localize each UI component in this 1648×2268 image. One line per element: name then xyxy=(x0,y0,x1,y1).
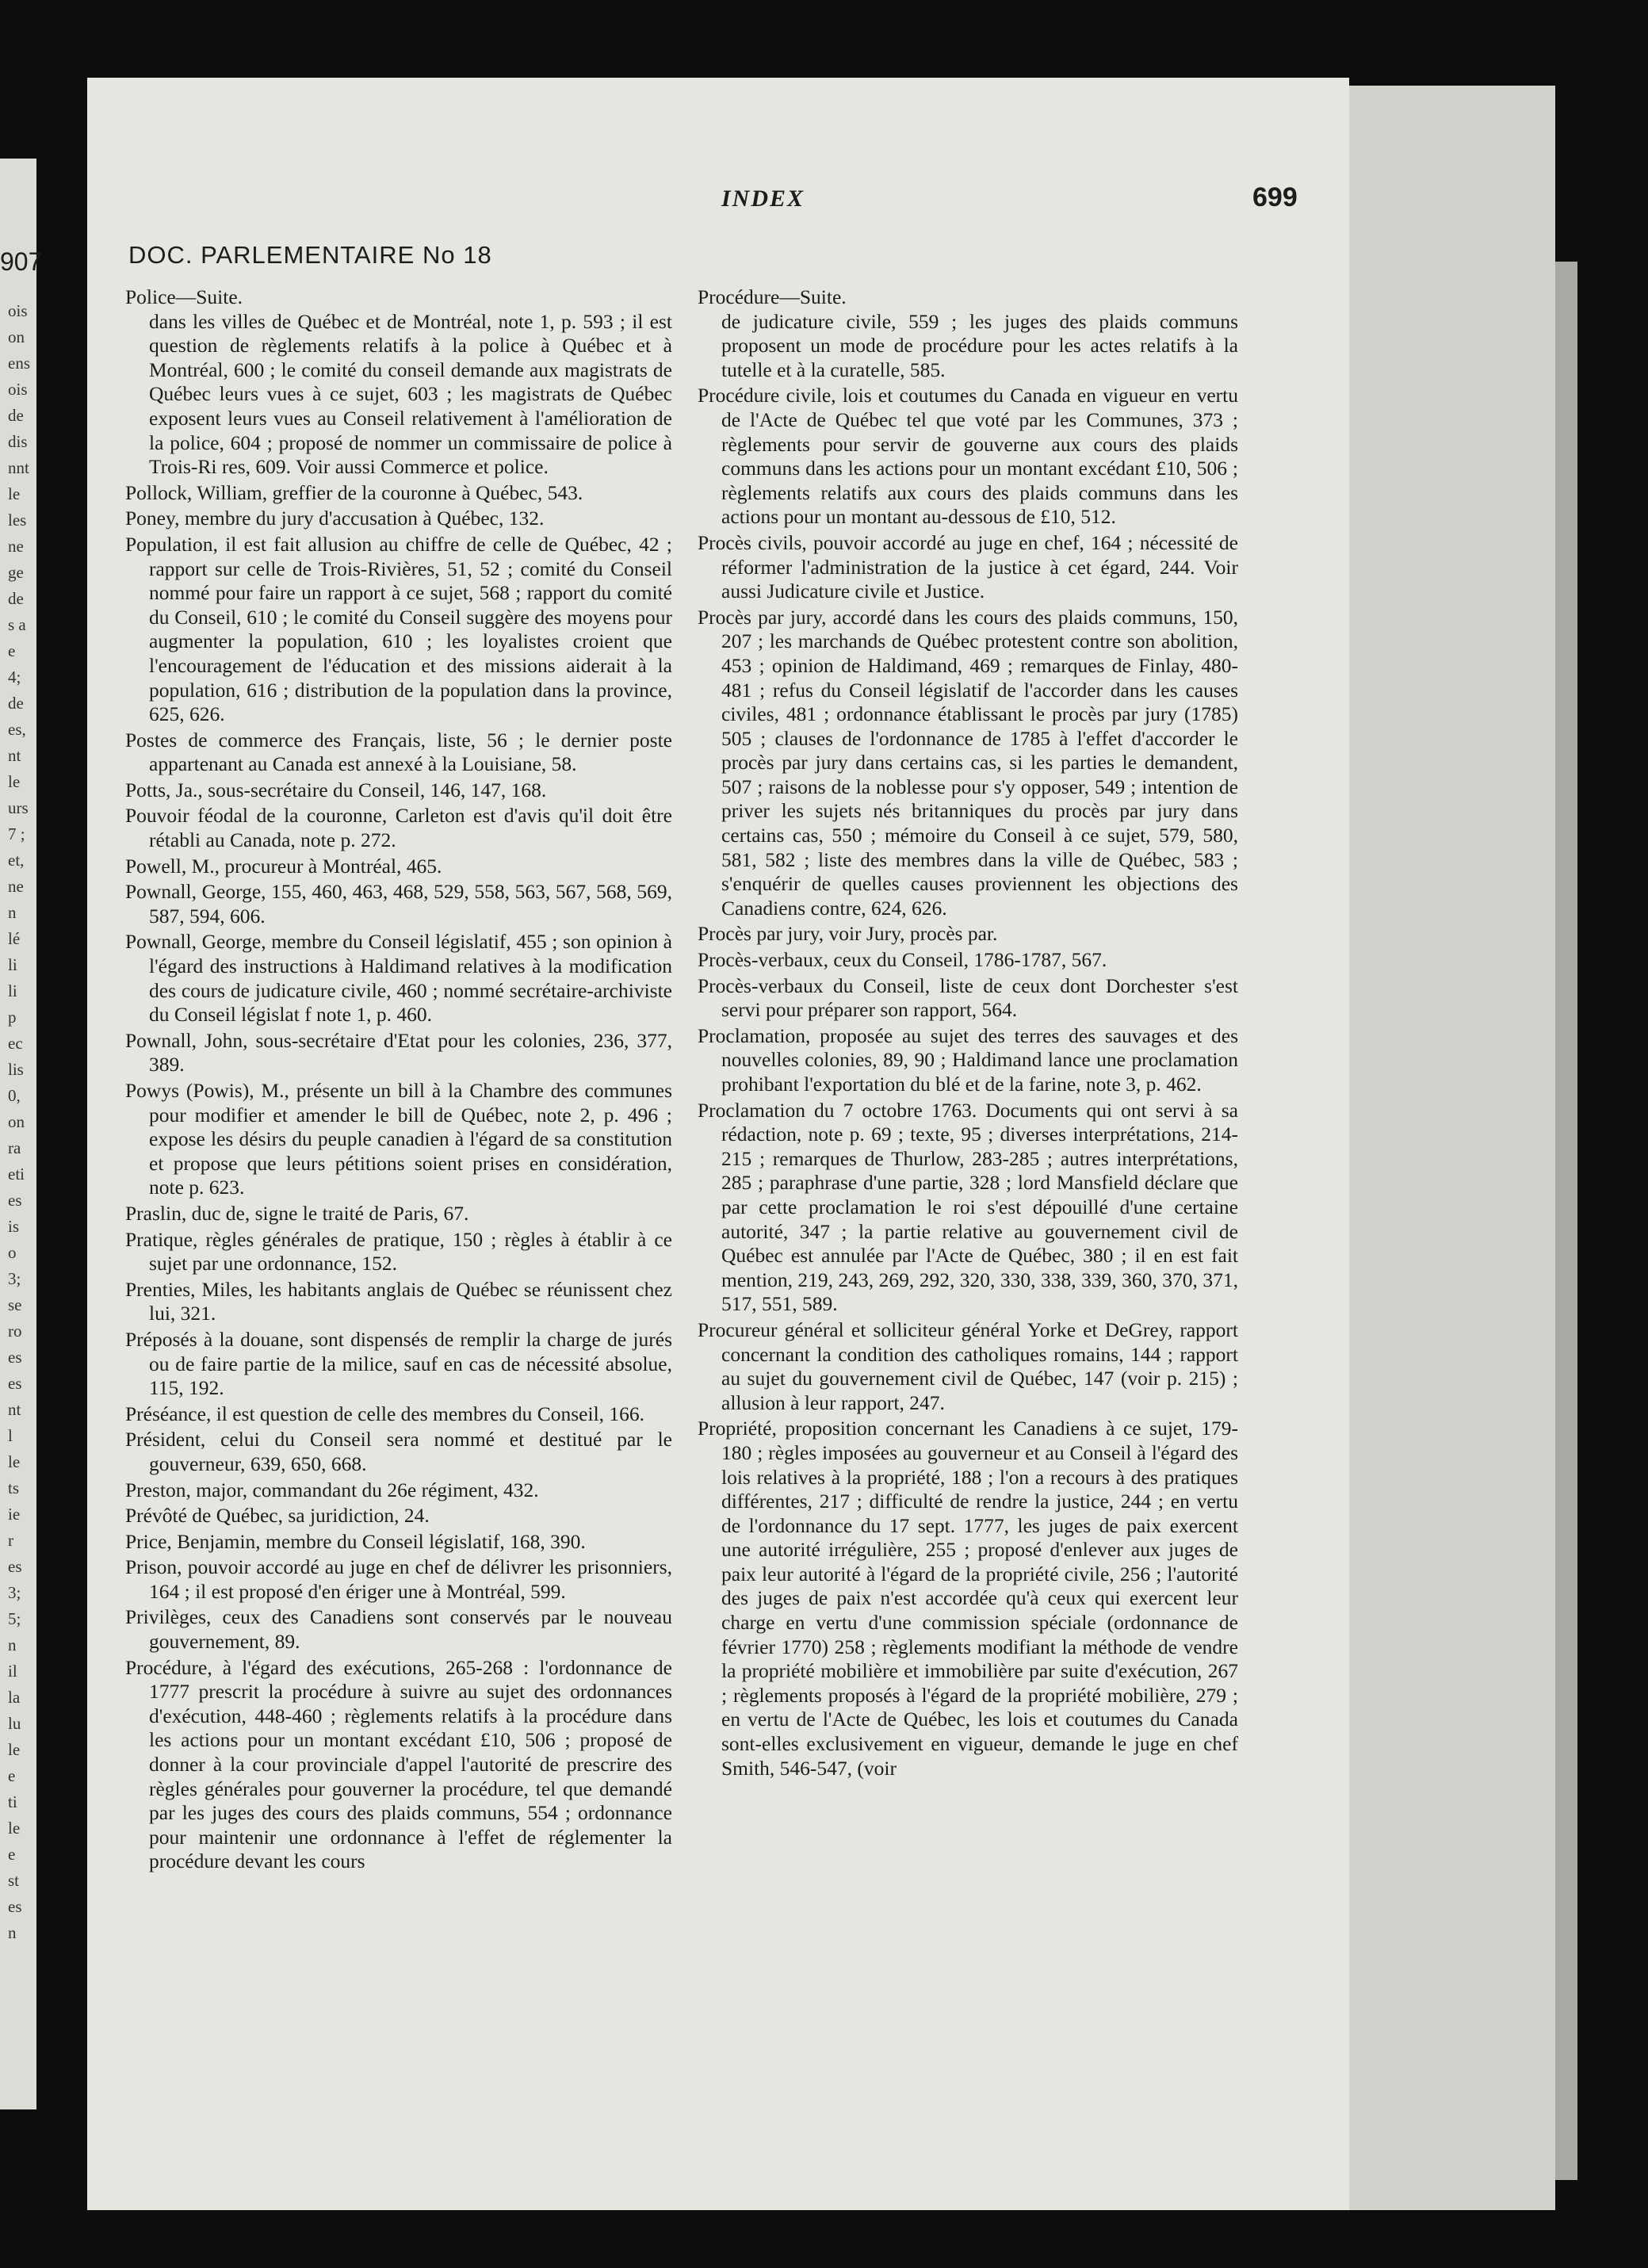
entry-text: Procès par jury, accordé dans les cours des plaids communs, 150, 207 ; les marchands de Québec protestent contre son abolition, 453 ; opinion de Haldimand, 469 ; remarques de Finlay, 480-481 ; refus du Conseil législatif de l'accorder dans les causes civiles, 481 ; ordonnance établissant le procès par jury (1785) 505 ; clauses de l'ordonnance de 1785 à l'effet d'accorder le procès par jury dans certains cas, si les parties le demandent, 507 ; raisons de la noblesse pour s'y opposer, 549 ; intention de priver les sujets nés britanniques du procès par jury dans certains cas, 550 ; mémoire du Conseil à ce sujet, 579, 580, 581, 582 ; liste des membres dans la ville de Québec, 583 ; s'enquérir de quelles causes proviennent les objections des Canadiens contre, 624, 626. xyxy=(698,605,1238,920)
index-page xyxy=(87,78,1349,2210)
entry-text: Pownall, George, 155, 460, 463, 468, 529, 558, 563, 567, 568, 569, 587, 594, 606. xyxy=(125,880,672,927)
index-entry xyxy=(125,1478,672,1503)
previous-page-fragment: les xyxy=(8,511,27,530)
entry-text: Price, Benjamin, membre du Conseil législatif, 168, 390. xyxy=(125,1529,586,1553)
entry-text: Pratique, règles générales de pratique, 150 ; règles à établir à ce sujet par une ordonnance, 152. xyxy=(125,1227,672,1276)
previous-page-fragment: 0, xyxy=(8,1086,21,1105)
page-number: 699 xyxy=(1252,182,1298,212)
previous-page-fragment: ro xyxy=(8,1321,22,1341)
entry-heading: Procédure—Suite. xyxy=(698,285,847,308)
entry-text: Privilèges, ceux des Canadiens sont conservés par le nouveau gouvernement, 89. xyxy=(125,1605,672,1654)
entry-text: Powell, M., procureur à Montréal, 465. xyxy=(125,854,442,878)
index-entry xyxy=(125,729,672,777)
entry-text: Population, il est fait allusion au chiffre de celle de Québec, 42 ; rapport sur celle de Trois-Rivières, 51, 52 ; comité du Conseil nommé pour faire un rapport à ce sujet, 568 ; rapport du comité du Conseil, 610 ; le comité du Conseil suggère des moyens pour augmenter la population, 610 ; les loyalistes croient que l'encouragement de l'éducation et des missions aiderait à la population, 616 ; distribution de la population dans la province, 625, 626. xyxy=(125,532,672,726)
previous-page-fragment: s a xyxy=(8,615,26,634)
previous-page-fragment: st xyxy=(8,1871,20,1890)
index-entry xyxy=(698,974,1238,1023)
index-entry xyxy=(125,1656,672,1874)
entry-text: Procès-verbaux du Conseil, liste de ceux dont Dorchester s'est servi pour préparer son rapport, 564. xyxy=(698,973,1238,1022)
previous-page-fragment: es xyxy=(8,1191,22,1210)
index-entry xyxy=(125,804,672,852)
previous-page-fragment: l xyxy=(8,1426,13,1445)
index-entry xyxy=(125,1530,672,1555)
index-entry xyxy=(698,606,1238,921)
previous-page-fragment: li xyxy=(8,981,17,1000)
entry-text: Prévôté de Québec, sa juridiction, 24. xyxy=(125,1504,430,1528)
index-entry xyxy=(125,930,672,1027)
entry-text: Pouvoir féodal de la couronne, Carleton est d'avis qu'il doit être rétabli au Canada, note p. 272. xyxy=(125,804,672,852)
previous-page-fragment: ra xyxy=(8,1138,21,1157)
previous-page-fragment: e xyxy=(8,1845,16,1864)
entry-text: Pownall, George, membre du Conseil législatif, 455 ; son opinion à l'égard des instructions à Haldimand relatives à la modification des cours de judicature civile, 460 ; nommé secrétaire-archiviste du Conseil législat f note 1, p. 460. xyxy=(125,930,672,1027)
previous-page-fragment: il xyxy=(8,1662,17,1681)
index-entry xyxy=(698,948,1238,973)
entry-text: Proclamation, proposée au sujet des terres des sauvages et des nouvelles colonies, 89, 90 ; Haldimand lance une proclamation prohibant l'exportation du blé et de la farine, note 3, p. 462. xyxy=(698,1023,1238,1096)
previous-page-fragment: ie xyxy=(8,1505,21,1524)
entry-text: Praslin, duc de, signe le traité de Paris, 67. xyxy=(125,1201,469,1225)
previous-page-fragment: is xyxy=(8,1217,20,1236)
previous-page-fragment: p xyxy=(8,1008,17,1027)
page-edge xyxy=(1349,86,1555,2210)
entry-text: Préposés à la douane, sont dispensés de remplir la charge de jurés ou de faire partie de la milice, sauf en cas de nécessité absolue, 115, 192. xyxy=(125,1327,672,1400)
entry-text: Procédure civile, lois et coutumes du Canada en vigueur en vertu de l'Acte de Québec tel que voté par les Communes, 373 ; règlements pour servir de gouverne aux cours des plaids communs dans les actions pour un montant excédant £10, 506 ; règlements relatifs aux cours des plaids communs dans les actions pour un montant au-dessous de £10, 512. xyxy=(698,384,1238,529)
previous-page-fragment: es xyxy=(8,1557,22,1576)
index-entry xyxy=(125,1202,672,1226)
index-entry xyxy=(698,1417,1238,1780)
index-entry xyxy=(698,285,1238,382)
previous-page-fragment: nnt xyxy=(8,458,29,477)
entry-text: dans les villes de Québec et de Montréal, note 1, p. 593 ; il est question de règlements relatifs à la police à Québec et à Montréal, 600 ; le comité du conseil demande aux magistrats de Québec leurs vues à ce sujet, 603 ; les magistrats de Québec exposent leurs vues au Conseil relativement à l'amélioration de la police, 604 ; proposé de nommer un commissaire de police à Trois-Ri res, 609. Voir aussi Commerce et police. xyxy=(149,309,672,479)
index-entry xyxy=(125,533,672,727)
entry-text: Procédure, à l'égard des exécutions, 265-268 : l'ordonnance de 1777 prescrit la procédure à suivre au sujet des ordonnances d'exécution, 448-460 ; règlements relatifs à la procédure dans les actions pour un montant excédant £10, 506 ; proposé de donner à la cour provinciale d'appel l'autorité de prescrire des règles générales pour gouverner la procédure, tel que demandé par les juges des cours des plaids communs, 554 ; ordonnance pour maintenir une ordonnance à l'effet de réglementer la procédure devant les cours xyxy=(125,1655,672,1873)
index-entry xyxy=(698,531,1238,604)
entry-text: Postes de commerce des Français, liste, 56 ; le dernier poste appartenant au Canada est annexé à la Louisiane, 58. xyxy=(125,728,672,776)
index-entry xyxy=(125,1079,672,1200)
previous-page-fragment: n xyxy=(8,1923,17,1942)
previous-page-fragment: 3; xyxy=(8,1583,21,1602)
previous-page-number: 907 xyxy=(0,247,43,276)
entry-text: Prenties, Miles, les habitants anglais de Québec se réunissent chez lui, 321. xyxy=(125,1277,672,1325)
index-entry xyxy=(125,481,672,506)
previous-page-fragment: eti xyxy=(8,1165,25,1184)
previous-page-fragment: es, xyxy=(8,720,26,739)
index-entry xyxy=(125,507,672,531)
previous-page-fragment: ne xyxy=(8,537,24,556)
previous-page-edge xyxy=(0,159,43,2109)
entry-heading: Police—Suite. xyxy=(125,285,243,308)
entry-text: Procureur général et solliciteur général Yorke et DeGrey, rapport concernant la condition des catholiques romains, 144 ; rapport au sujet du gouvernement civil de Québec, 147 (voir p. 215) ; allusion à leur rapport, 247. xyxy=(698,1318,1238,1414)
previous-page-fragment: de xyxy=(8,406,24,425)
running-title: INDEX xyxy=(721,185,805,212)
entry-text: Propriété, proposition concernant les Canadiens à ce sujet, 179-180 ; règles imposées au gouverneur et au Conseil à l'égard des lois relatives à la propriété, 188 ; l'on a recours à des pratiques différentes, 217 ; difficulté de rendre la justice, 244 ; en vertu de l'ordonnance du 17 sept. 1777, les juges de paix exercent une autorité irrégulière, 255 ; proposé d'enlever aux juges de paix leur autorité à l'égard de la propriété civile, 256 ; l'autorité des juges de paix n'est accordée qu'à ceux qui exercent leur charge en vertu d'une commission spéciale (ordonnance de février 1770) 258 ; règlements modifiant la méthode de vendre la propriété mobilière et immobilière par suite d'exécution, 267 ; règlements proposés à l'égard de la propriété mobilière, 279 ; en vertu de l'Acte de Québec, les lois et coutumes du Canada sont-elles exclusivement en vigueur, demande le juge en chef Smith, 546-547, (voir xyxy=(698,1417,1238,1780)
right-column xyxy=(698,285,1238,1782)
previous-page-fragment: lé xyxy=(8,929,21,948)
previous-page-fragment: e xyxy=(8,641,16,660)
previous-page-fragment: ens xyxy=(8,354,30,373)
previous-page-fragment: urs xyxy=(8,798,29,817)
previous-page-fragment: le xyxy=(8,484,21,503)
entry-text: Potts, Ja., sous-secrétaire du Conseil, 146, 147, 168. xyxy=(125,778,547,801)
previous-page-fragment: de xyxy=(8,694,24,713)
entry-text: Procès par jury, voir Jury, procès par. xyxy=(698,922,998,946)
entry-text: Proclamation du 7 octobre 1763. Documents qui ont servi à sa rédaction, note p. 69 ; texte, 95 ; diverses interprétations, 214-215 ; remarques de Thurlow, 283-285 ; autres interprétations, 285 ; paraphrase d'une partie, 328 ; lord Mansfield déclare que par cette proclamation le roi s'est dépouillé d'une certaine autorité, 347 ; la partie relative au gouvernement civil de Québec est annulée par l'Acte de Québec, 380 ; il en est fait mention, 219, 243, 269, 292, 320, 330, 338, 339, 360, 370, 371, 517, 551, 589. xyxy=(698,1098,1238,1316)
previous-page-fragment: lis xyxy=(8,1060,24,1079)
entry-text: Procès-verbaux, ceux du Conseil, 1786-1787, 567. xyxy=(698,948,1107,972)
index-entry xyxy=(125,1029,672,1077)
previous-page-fragment: lu xyxy=(8,1714,21,1733)
index-entry xyxy=(125,880,672,928)
previous-page-fragment: le xyxy=(8,772,21,791)
previous-page-fragment: es xyxy=(8,1348,22,1367)
previous-page-fragment: ti xyxy=(8,1792,17,1811)
previous-page-fragment: es xyxy=(8,1374,22,1393)
previous-page-fragment: nt xyxy=(8,1400,21,1419)
entry-text: Procès civils, pouvoir accordé au juge en chef, 164 ; nécessité de réformer l'administration de la justice à cet égard, 244. Voir aussi Judicature civile et Justice. xyxy=(698,530,1238,603)
index-entry xyxy=(125,1428,672,1476)
previous-page-fragment: ge xyxy=(8,563,24,582)
previous-page-fragment: e xyxy=(8,1766,16,1785)
previous-page-fragment: dis xyxy=(8,432,28,451)
index-entry xyxy=(698,922,1238,947)
index-entry xyxy=(125,285,672,480)
document-header: DOC. PARLEMENTAIRE No 18 xyxy=(128,241,492,269)
previous-page-fragment: on xyxy=(8,327,25,346)
left-column xyxy=(125,285,672,1876)
previous-page-fragment: r xyxy=(8,1531,13,1550)
entry-text: Poney, membre du jury d'accusation à Québec, 132. xyxy=(125,507,545,530)
entry-text: Préséance, il est question de celle des membres du Conseil, 166. xyxy=(125,1402,645,1425)
previous-page-fragment: o xyxy=(8,1243,17,1262)
index-entry xyxy=(125,1555,672,1604)
previous-page-fragment: n xyxy=(8,1635,17,1654)
previous-page-fragment: de xyxy=(8,589,24,608)
page-edge-shadow xyxy=(1555,262,1577,2180)
index-entry xyxy=(125,1402,672,1427)
index-entry xyxy=(125,855,672,879)
previous-page-fragment: se xyxy=(8,1295,22,1314)
previous-page-fragment: et, xyxy=(8,851,25,870)
entry-text: de judicature civile, 559 ; les juges des plaids communs proposent un mode de procédure pour les actes relatifs à la tutelle et à la curatelle, 585. xyxy=(721,309,1238,381)
index-entry xyxy=(125,1278,672,1326)
index-entry xyxy=(125,1328,672,1401)
previous-page-fragment: on xyxy=(8,1112,25,1131)
index-entry xyxy=(698,1024,1238,1097)
previous-page-fragment: ne xyxy=(8,877,24,896)
index-entry xyxy=(125,778,672,803)
previous-page-fragment: la xyxy=(8,1688,21,1707)
previous-page-fragment: ois xyxy=(8,380,28,399)
previous-page-fragment: li xyxy=(8,955,17,974)
index-entry xyxy=(698,384,1238,530)
previous-page-fragment: le xyxy=(8,1452,21,1471)
previous-page-fragment: le xyxy=(8,1740,21,1759)
index-entry xyxy=(125,1605,672,1654)
previous-page-fragment: es xyxy=(8,1897,22,1916)
previous-page-fragment: 5; xyxy=(8,1609,21,1628)
index-entry xyxy=(698,1318,1238,1415)
previous-page-fragment: nt xyxy=(8,746,21,765)
index-entry xyxy=(125,1228,672,1276)
previous-page-fragment: 3; xyxy=(8,1269,21,1288)
index-entry xyxy=(125,1504,672,1528)
entry-text: Prison, pouvoir accordé au juge en chef de délivrer les prisonniers, 164 ; il est proposé d'en ériger une à Montréal, 599. xyxy=(125,1555,672,1603)
entry-text: Preston, major, commandant du 26e régiment, 432. xyxy=(125,1478,539,1501)
index-entry xyxy=(698,1099,1238,1317)
previous-page-fragment: 4; xyxy=(8,667,21,687)
previous-page-fragment: ec xyxy=(8,1034,23,1053)
previous-page-fragment: 7 ; xyxy=(8,824,25,843)
previous-page-fragment: le xyxy=(8,1819,21,1838)
previous-page-fragment: ts xyxy=(8,1478,20,1497)
previous-page-fragment: ois xyxy=(8,301,28,320)
previous-page-fragment: n xyxy=(8,903,17,922)
entry-text: Pownall, John, sous-secrétaire d'Etat pour les colonies, 236, 377, 389. xyxy=(125,1028,672,1077)
entry-text: Président, celui du Conseil sera nommé et destitué par le gouverneur, 639, 650, 668. xyxy=(125,1428,672,1475)
entry-text: Powys (Powis), M., présente un bill à la Chambre des communes pour modifier et amender le bill de Québec, note 2, p. 496 ; expose les désirs du peuple canadien à l'égard de sa constitution et propose que leurs pétitions soient prises en considération, note p. 623. xyxy=(125,1079,672,1199)
entry-text: Pollock, William, greffier de la couronne à Québec, 543. xyxy=(125,480,583,504)
